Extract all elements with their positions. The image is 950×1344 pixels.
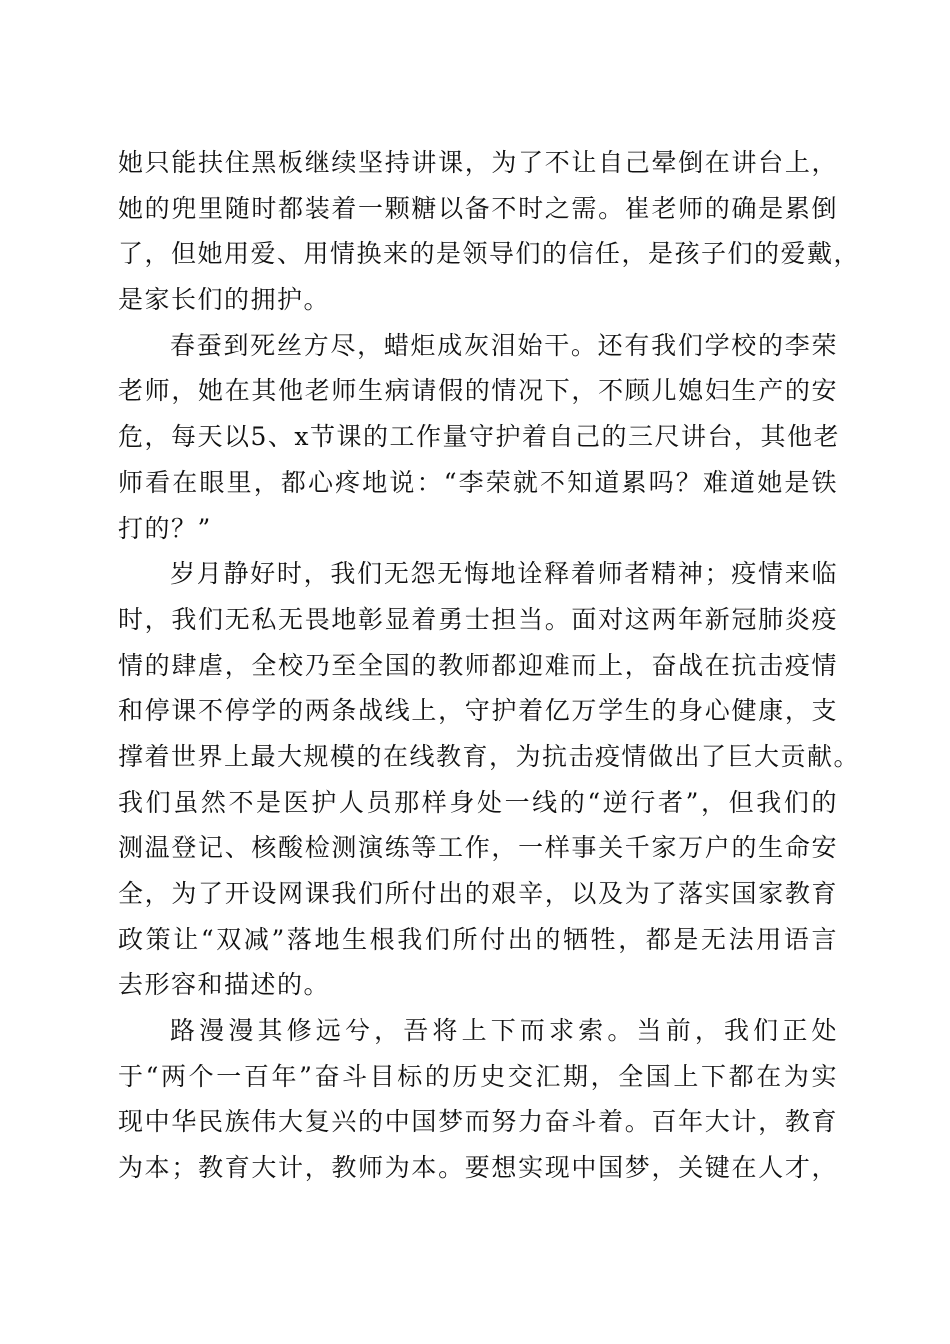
text-line: 老师，她在其他老师生病请假的情况下，不顾儿媳妇生产的安 xyxy=(118,376,838,406)
text-line: 春蚕到死丝方尽，蜡炬成灰泪始干。还有我们学校的李荣 xyxy=(170,330,838,360)
text-line: 现中华民族伟大复兴的中国梦而努力奋斗着。百年大计，教育 xyxy=(118,1107,838,1137)
text-line: 她只能扶住黑板继续坚持讲课，为了不让自己晕倒在讲台上， xyxy=(118,148,838,177)
text-line: 是家长们的拥护。 xyxy=(118,285,331,315)
text-line: 打的？” xyxy=(118,513,212,543)
text-line: 于“两个一百年”奋斗目标的历史交汇期，全国上下都在为实 xyxy=(118,1061,838,1091)
text-line: 去形容和描述的。 xyxy=(118,970,331,1000)
text-line: 危，每天以5、x节课的工作量守护着自己的三尺讲台，其他老 xyxy=(118,422,841,452)
text-line: 测温登记、核酸检测演练等工作，一样事关千家万户的生命安 xyxy=(118,833,838,863)
document-body xyxy=(118,140,861,1191)
text-line: 路漫漫其修远兮，吾将上下而求索。当前，我们正处 xyxy=(170,1016,838,1046)
text-line: 情的肆虐，全校乃至全国的教师都迎难而上，奋战在抗击疫情 xyxy=(118,650,838,680)
text-line: 我们虽然不是医护人员那样身处一线的“逆行者”，但我们的 xyxy=(118,787,838,817)
text-line: 她的兜里随时都装着一颗糖以备不时之需。崔老师的确是累倒 xyxy=(118,193,838,223)
text-line: 师看在眼里，都心疼地说：“李荣就不知道累吗？难道她是铁 xyxy=(118,467,838,497)
text-line: 为本；教育大计，教师为本。要想实现中国梦，关键在人才， xyxy=(118,1153,838,1183)
text-line: 全，为了开设网课我们所付出的艰辛，以及为了落实国家教育 xyxy=(118,879,838,908)
text-line: 了，但她用爱、用情换来的是领导们的信任，是孩子们的爱戴， xyxy=(118,239,861,269)
text-line: 岁月静好时，我们无怨无悔地诠释着师者精神；疫情来临 xyxy=(170,559,838,589)
text-line: 时，我们无私无畏地彰显着勇士担当。面对这两年新冠肺炎疫 xyxy=(118,604,838,634)
text-line: 和停课不停学的两条战线上，守护着亿万学生的身心健康，支 xyxy=(118,696,838,726)
text-line: 政策让“双减”落地生根我们所付出的牺牲，都是无法用语言 xyxy=(118,924,838,954)
text-line: 撑着世界上最大规模的在线教育，为抗击疫情做出了巨大贡献。 xyxy=(118,741,861,771)
